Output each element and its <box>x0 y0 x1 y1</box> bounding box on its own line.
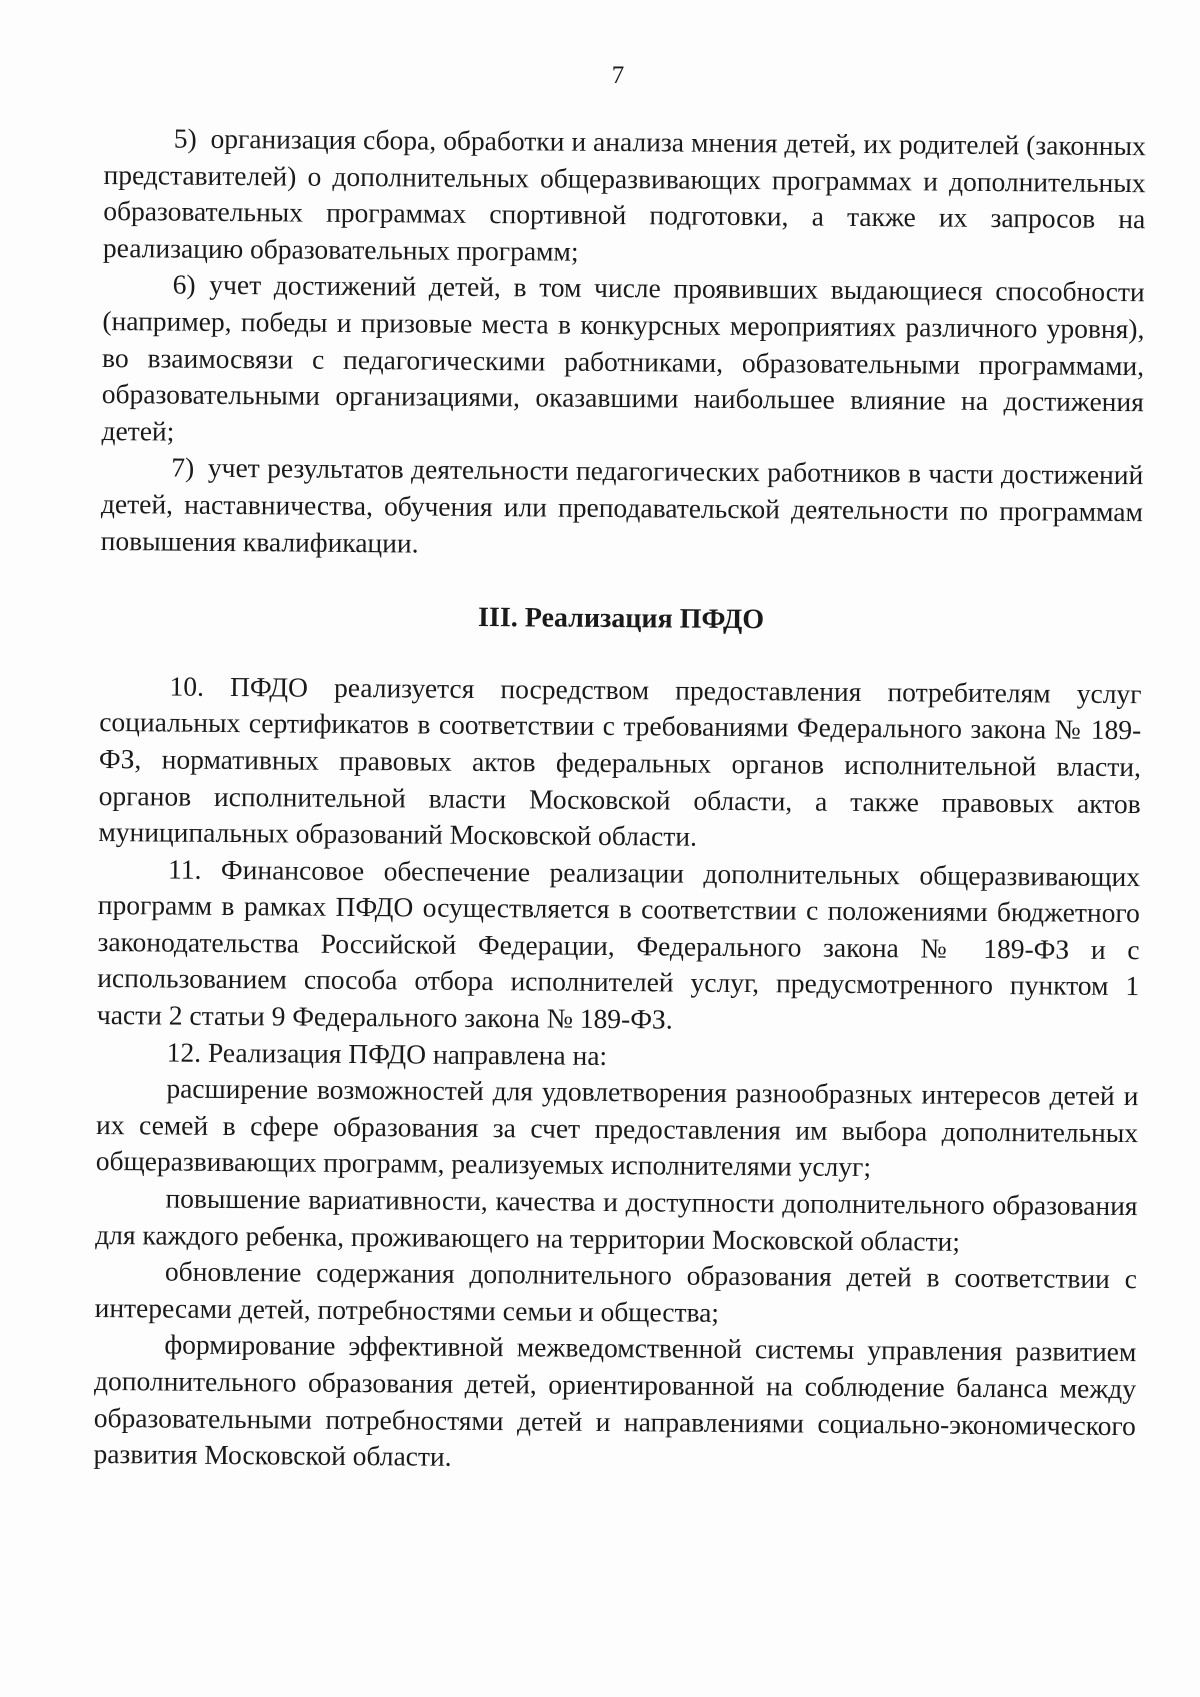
list-item-5: 5) организация сбора, обработки и анализа мнения детей, их родителей (законных представителей) о дополнительных общеразвивающих программах и дополнительных образовательных программах спортивной подготовки, а также их запросов на реализацию образовательных программ; <box>102 122 1146 267</box>
document-body <box>93 120 1146 1481</box>
list-item-7: 7) учет результатов деятельности педагогических работников в части достижений детей, наставничества, обучения или преподавательской деятельности по программам повышения квалификации. <box>100 451 1144 559</box>
list-item-6: 6) учет достижений детей, в том числе проявивших выдающиеся способности (например, победы и призовые места в конкурсных мероприятиях различного уровня), во взаимосвязи с педагогическими работниками, образовательными программами, образовательными организациями, оказавшими наибольшее влияние на достижения детей; <box>101 268 1145 447</box>
paragraph-10: 10. ПФДО реализуется посредством предоставления потребителям услуг социальных сертификатов в соответствии с требованиями Федерального закона № 189-ФЗ, нормативных правовых актов федеральных органов исполнительной власти, органов исполнительной власти Московской области, а также правовых актов муниципальных образований Московской области. <box>98 670 1142 852</box>
paragraph-12-item-expansion: расширение возможностей для удовлетворения разнообразных интересов детей и их семей в сфере образования за счет предоставления им выбора дополнительных общеразвивающих программ, реализуемых исполнителями услуг; <box>95 1072 1139 1183</box>
paragraph-12-item-variability: повышение вариативности, качества и доступности дополнительного образования для каждого ребенка, проживающего на территории Московской области; <box>95 1182 1138 1257</box>
section-heading: III. Реализация ПФДО <box>477 602 765 636</box>
paragraph-12-item-content-update: обновление содержания дополнительного образования детей в соответствии с интересами детей, потребностями семьи и общества; <box>94 1255 1138 1328</box>
paragraph-11: 11. Финансовое обеспечение реализации дополнительных общеразвивающих программ в рамках ПФДО осуществляется в соответствии с положениями бюджетного законодательства Российской Федерации, Федерального закона № 189-ФЗ и с использованием способа отбора исполнителей услуг, предусмотренного пунктом 1 части 2 статьи 9 Федерального закона № 189-ФЗ. <box>96 853 1141 1035</box>
page-number: 7 <box>611 62 625 89</box>
paragraph-12-item-management-system: формирование эффективной межведомственной системы управления развитием дополнительного образования детей, ориентированной на соблюдение баланса между образовательными потребностями детей и направлениями социально-экономического развития Московской области. <box>93 1328 1137 1472</box>
paragraph-12: 12. Реализация ПФДО направлена на: <box>166 1036 608 1071</box>
